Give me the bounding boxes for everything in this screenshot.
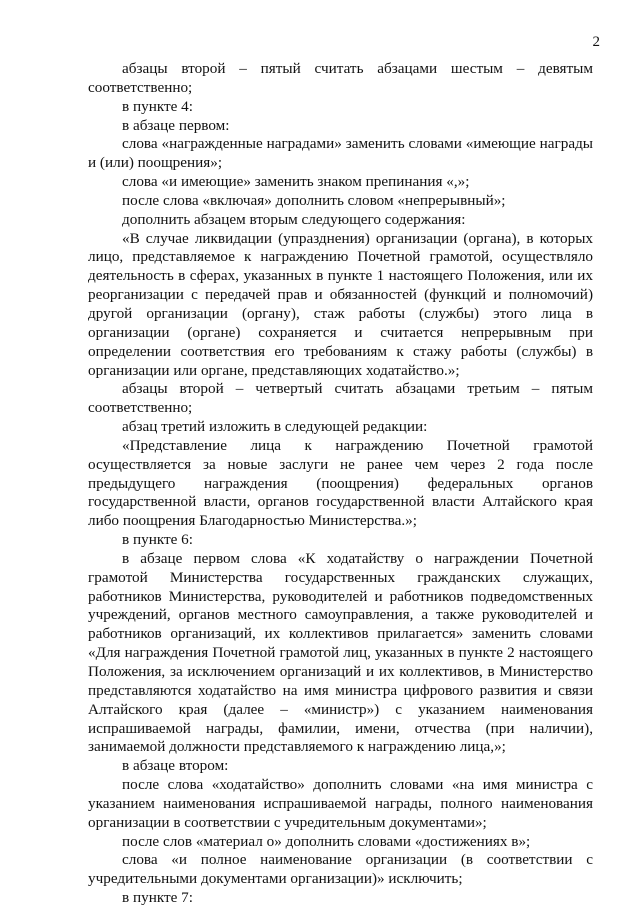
paragraph: дополнить абзацем вторым следующего содержания: xyxy=(122,210,466,228)
paragraph: после слов «материал о» дополнить словами «достижениях в»; xyxy=(122,832,531,850)
paragraph: после слова «включая» дополнить словом «непрерывный»; xyxy=(122,191,506,209)
paragraph: после слова «ходатайство» дополнить словами «на имя министра с указанием наименования испрашиваемой награды, полного наименования организации в соответствии с учредительным документами»; xyxy=(88,776,593,831)
paragraph: «В случае ликвидации (упразднения) организации (органа), в которых лицо, представляемое к награждению Почетной грамотой, осуществляло деятельность в сферах, указанных в пункте 1 настоящего Положения, или их реорганизации с передачей прав и обязанностей (функций и полномочий) другой организации (органу), стаж работы (службы) этого лица в организации (органе) сохраняется и считается непрерывным при определении соответствия его требованиям к стажу работы (службы) в организации или органе, представляющих ходатайство.»; xyxy=(88,229,593,379)
document-body xyxy=(88,60,593,908)
paragraph: в пункте 6: xyxy=(122,531,193,549)
paragraph: абзацы второй – пятый считать абзацами шестым – девятым соответственно; xyxy=(88,60,593,96)
paragraph: в абзаце первом: xyxy=(122,116,230,134)
paragraph: в абзаце первом слова «К ходатайству о награждении Почетной грамотой Министерства государственных гражданских служащих, работников Министерства, руководителей и работников подведомственных учреждений, органов местного самоуправления, а также руководителей и работников организаций, их коллективов прилагается» заменить словами «Для награждения Почетной грамотой лиц, указанных в пункте 2 настоящего Положения, за исключением организаций и их коллективов, в Министерство представляются ходатайство на имя министра цифрового развития и связи Алтайского края (далее – «министр») с указанием наименования испрашиваемой награды, фамилии, имени, отчества (при наличии), занимаемой должности представляемого к награждению лица,»; xyxy=(88,549,593,756)
paragraph: слова «награжденные наградами» заменить словами «имеющие награды и (или) поощрения»; xyxy=(88,135,593,172)
paragraph: в абзаце втором: xyxy=(122,757,229,775)
page-number: 2 xyxy=(592,34,600,50)
paragraph: слова «и полное наименование организации (в соответствии с учредительными документами организации)» исключить; xyxy=(88,851,593,888)
paragraph: в пункте 7: xyxy=(122,889,193,907)
paragraph: абзац третий изложить в следующей редакции: xyxy=(122,418,428,436)
paragraph: в пункте 4: xyxy=(122,97,193,115)
paragraph: слова «и имеющие» заменить знаком препинания «,»; xyxy=(122,173,470,191)
paragraph: абзацы второй – четвертый считать абзацами третьим – пятым соответственно; xyxy=(88,380,593,417)
paragraph: «Представление лица к награждению Почетной грамотой осуществляется за новые заслуги не ранее чем через 2 года после предыдущего награждения (поощрения) федеральных органов государственной власти, органов государственной власти Алтайского края либо поощрения Благодарностью Министерства.»; xyxy=(88,436,593,530)
